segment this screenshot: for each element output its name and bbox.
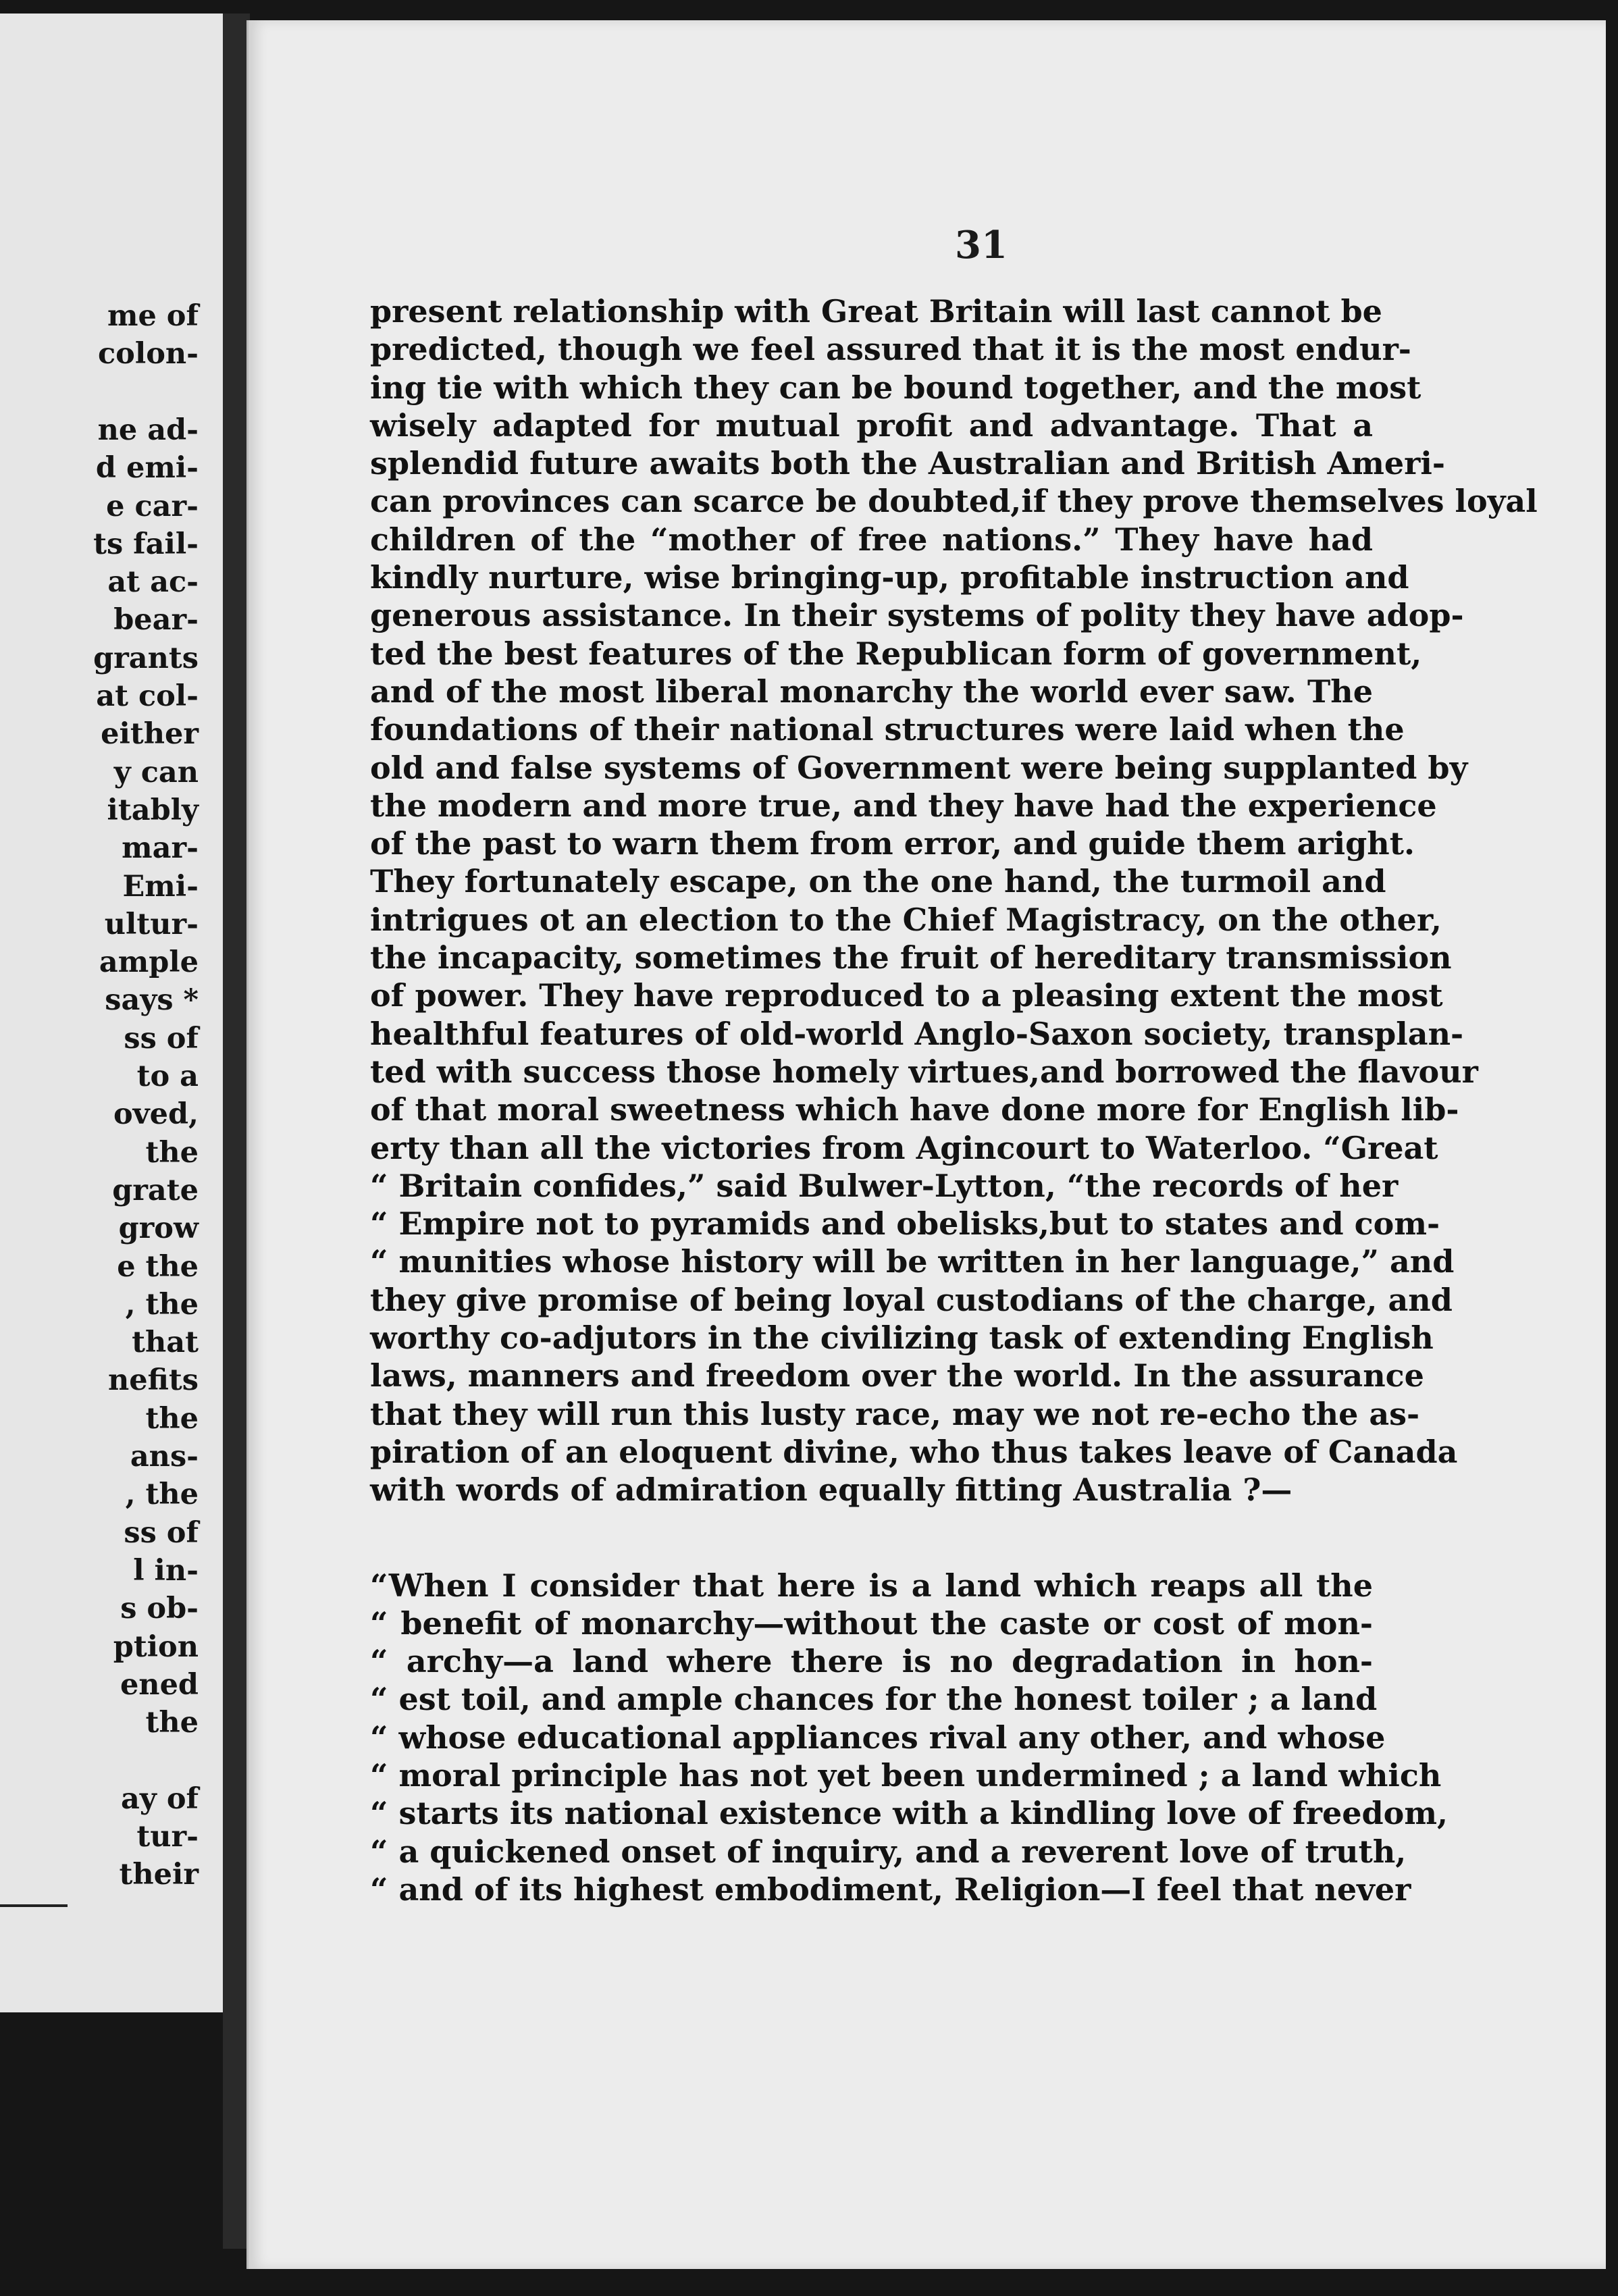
left-page-fragment: Emi- — [122, 869, 199, 904]
text-line: of that moral sweetness which have done more for English lib- — [370, 1091, 1459, 1128]
paragraph-1 — [370, 292, 1538, 1509]
quote-line: “ a quickened onset of inquiry, and a reverent love of truth, — [370, 1833, 1407, 1870]
left-page-fragment: to a — [136, 1060, 199, 1093]
left-page-fragment: ay of — [121, 1781, 199, 1816]
text-line: and of the most liberal monarchy the world ever saw. The — [370, 673, 1373, 710]
left-page-fragment: grow — [118, 1211, 199, 1246]
text-line: old and false systems of Government were being supplanted by — [370, 749, 1468, 786]
left-page-fragment: ss of — [124, 1515, 199, 1550]
text-line: laws, manners and freedom over the world. In the assurance — [370, 1357, 1424, 1394]
left-page-fragment: their — [119, 1858, 199, 1892]
left-page-fragment: at ac- — [107, 565, 199, 600]
text-line: the modern and more true, and they have had the experience — [370, 787, 1437, 824]
text-line: wisely adapted for mutual profit and advantage. That a — [370, 407, 1373, 444]
left-page-fragment: ans- — [130, 1440, 199, 1473]
quote-line: “ moral principle has not yet been undermined ; a land which — [370, 1756, 1442, 1794]
text-line: the incapacity, sometimes the fruit of hereditary transmission — [370, 939, 1452, 976]
text-line: of the past to warn them from error, and guide them aright. — [370, 825, 1415, 862]
left-page-fragment: colon- — [98, 337, 199, 371]
left-page-fragment: that — [132, 1326, 199, 1360]
left-page-rule — [0, 1904, 68, 1907]
book-spine — [223, 14, 250, 2249]
text-line: erty than all the victories from Agincourt to Waterloo. “Great — [370, 1129, 1438, 1166]
text-line: intrigues ot an election to the Chief Magistracy, on the other, — [370, 901, 1442, 938]
quote-line: “ archy—a land where there is no degradation in hon- — [370, 1643, 1373, 1680]
left-page-fragment: d emi- — [95, 451, 199, 486]
left-page-fragment: ultur- — [104, 907, 199, 941]
left-page-fragment: me of — [107, 299, 199, 333]
left-page-fragment: ts fail- — [93, 527, 199, 561]
left-page-fragment: itably — [107, 793, 199, 827]
left-page-fragment: mar- — [122, 831, 199, 866]
left-page-fragment: tur- — [136, 1820, 199, 1854]
text-line: “ Britain confides,” said Bulwer-Lytton, “the records of her — [370, 1167, 1399, 1204]
left-page-fragment: grate — [112, 1173, 199, 1207]
text-line: ing tie with which they can be bound together, and the most — [370, 369, 1421, 406]
text-block — [370, 292, 1538, 1908]
left-page-fragment: the — [145, 1706, 199, 1740]
left-page-fragment: at col- — [96, 679, 199, 713]
left-page-fragment: ample — [99, 945, 199, 980]
quote-line: “ est toil, and ample chances for the honest toiler ; a land — [370, 1681, 1378, 1718]
left-page-fragment: l in- — [133, 1553, 199, 1588]
quote-line: “When I consider that here is a land which reaps all the — [370, 1567, 1373, 1604]
left-page-fragment: nefits — [108, 1363, 199, 1398]
quote-line: “ whose educational appliances rival any other, and whose — [370, 1719, 1386, 1756]
text-line: kindly nurture, wise bringing-up, profitable instruction and — [370, 559, 1409, 596]
text-line: ted with success those homely virtues,and borrowed the flavour — [370, 1053, 1478, 1090]
left-page-fragment: says * — [105, 983, 199, 1018]
text-line: “ Empire not to pyramids and obelisks,but to states and com- — [370, 1205, 1440, 1243]
left-page-fragment: the — [145, 1135, 199, 1170]
text-line: present relationship with Great Britain will last cannot be — [370, 293, 1382, 330]
left-page-fragment: ne ad- — [97, 413, 199, 447]
left-page-fragment: ened — [120, 1667, 199, 1702]
left-page-edge — [0, 14, 224, 2012]
left-page-fragment: the — [145, 1401, 199, 1436]
right-page — [246, 20, 1606, 2269]
text-line: children of the “mother of free nations.” They have had — [370, 521, 1373, 558]
text-line: worthy co-adjutors in the civilizing task of extending English — [370, 1320, 1434, 1357]
left-page-fragment: e the — [117, 1249, 199, 1284]
text-line: healthful features of old-world Anglo-Saxon society, transplan- — [370, 1015, 1464, 1052]
text-line: “ munities whose history will be written in her language,” and — [370, 1243, 1455, 1280]
left-page-fragment: y can — [113, 755, 199, 789]
text-line: generous assistance. In their systems of polity they have adop- — [370, 597, 1464, 634]
text-line: They fortunately escape, on the one hand, the turmoil and — [370, 863, 1386, 900]
page-number: 31 — [955, 223, 1008, 267]
text-line: they give promise of being loyal custodians of the charge, and — [370, 1281, 1453, 1318]
text-line: piration of an eloquent divine, who thus takes leave of Canada — [370, 1433, 1458, 1470]
left-page-fragment: s ob- — [120, 1592, 199, 1626]
text-line: predicted, though we feel assured that it is the most endur- — [370, 331, 1411, 368]
text-line: splendid future awaits both the Australian and British Ameri- — [370, 445, 1445, 482]
text-line: ted the best features of the Republican form of government, — [370, 635, 1422, 672]
left-page-fragment: grants — [93, 641, 199, 675]
left-page-fragment: oved, — [113, 1097, 199, 1132]
left-page-fragment: , the — [125, 1478, 199, 1512]
text-line: that they will run this lusty race, may we not re-echo the as- — [370, 1395, 1420, 1432]
left-page-fragment: , the — [125, 1287, 199, 1322]
text-line: can provinces can scarce be doubted,if they prove themselves loyal — [370, 483, 1538, 520]
paragraph-2-quotation — [370, 1567, 1449, 1909]
left-page-fragment: bear- — [113, 603, 199, 637]
quote-line: “ benefit of monarchy—without the caste or cost of mon- — [370, 1604, 1373, 1642]
text-line: foundations of their national structures were laid when the — [370, 711, 1405, 748]
text-line: of power. They have reproduced to a pleasing extent the most — [370, 977, 1443, 1014]
text-line: with words of admiration equally fitting Australia ?— — [370, 1471, 1293, 1509]
quote-line: “ starts its national existence with a kindling love of freedom, — [370, 1795, 1449, 1832]
left-page-fragment: e car- — [106, 489, 199, 523]
left-page-fragment: ss of — [124, 1021, 199, 1055]
quote-line: “ and of its highest embodiment, Religion—I feel that never — [370, 1871, 1411, 1908]
left-page-fragment: either — [101, 717, 199, 752]
left-page-fragment: ption — [113, 1629, 199, 1664]
